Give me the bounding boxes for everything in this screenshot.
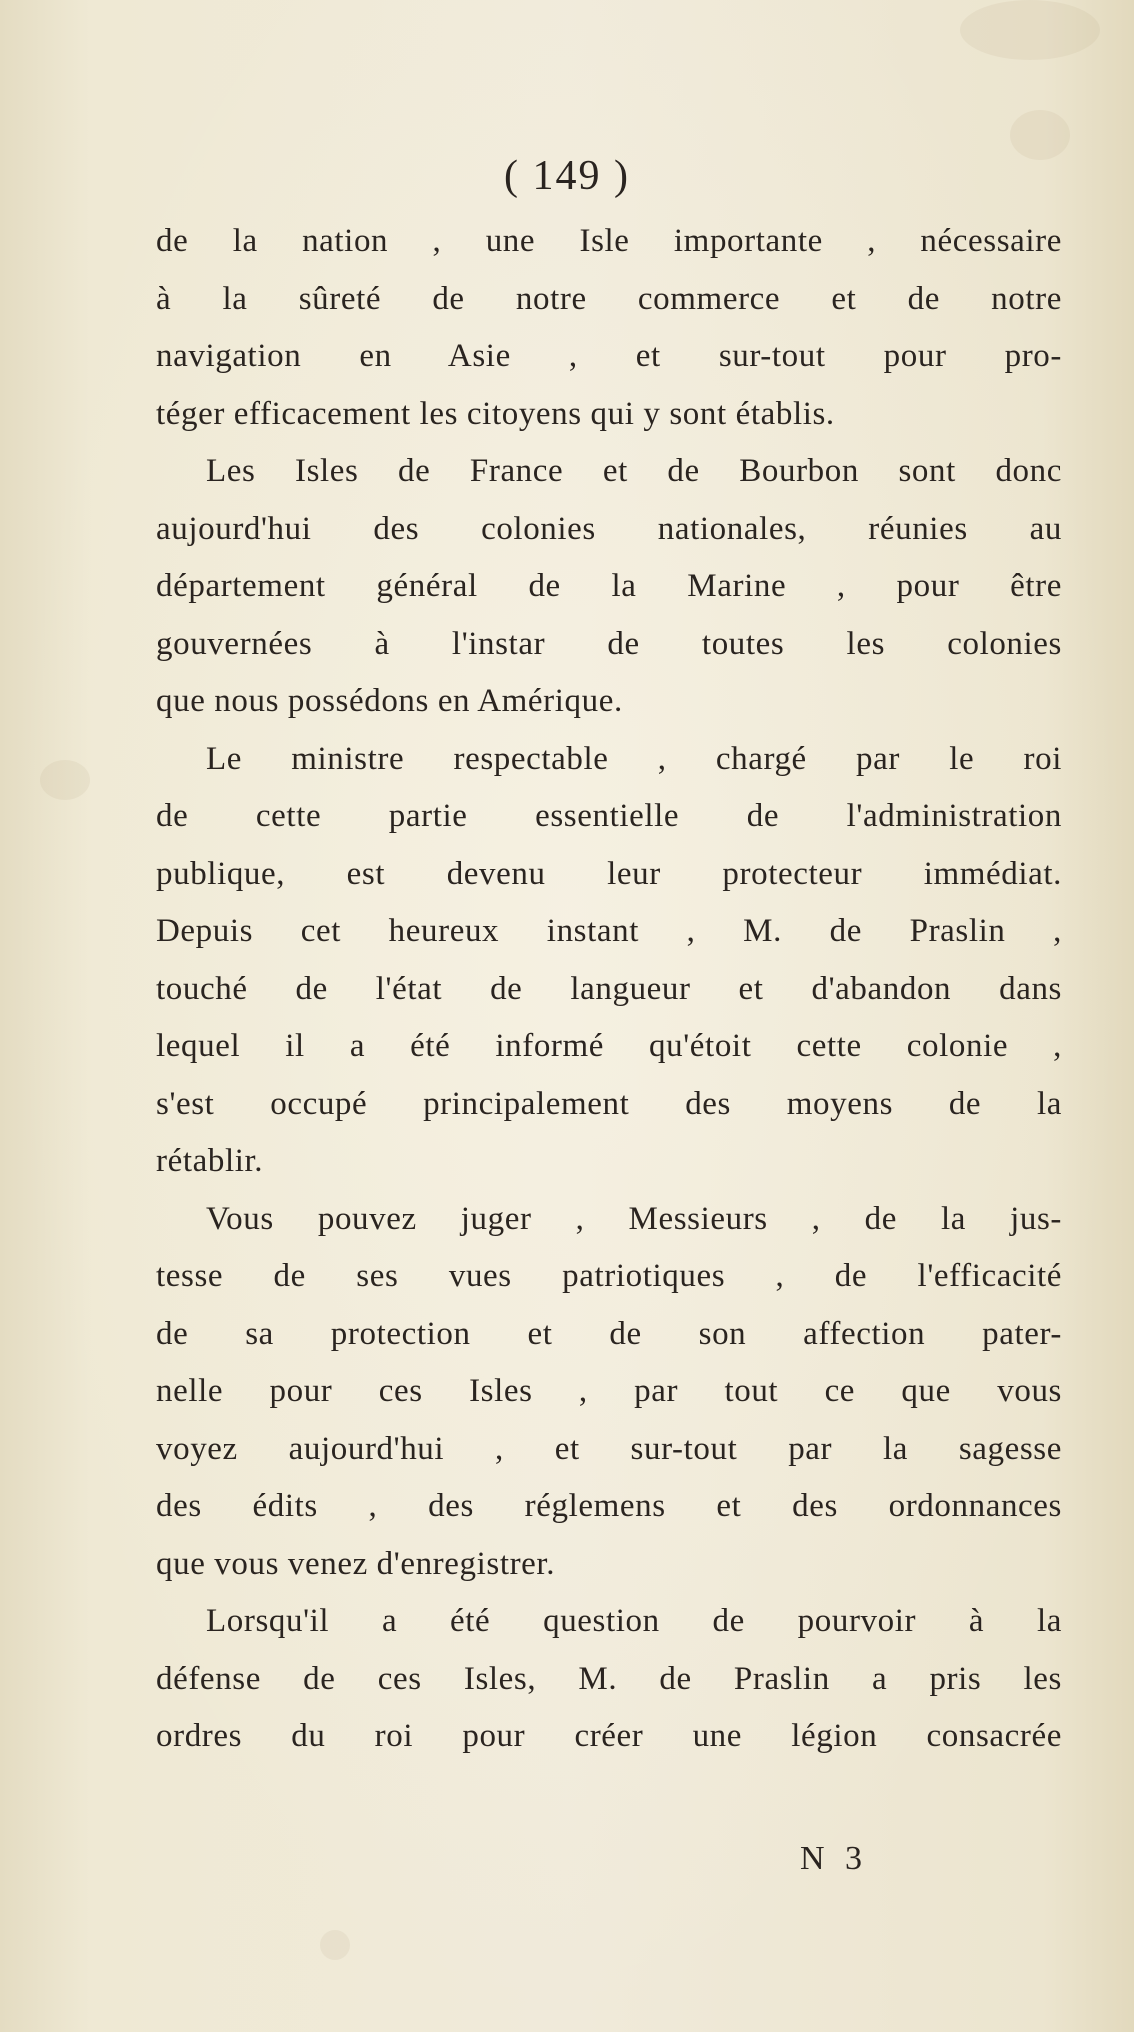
text-line: à la sûreté de notre commerce et de notre xyxy=(156,280,1062,317)
text-line: défense de ces Isles, M. de Praslin a pris les xyxy=(156,1660,1062,1697)
text-line: Vous pouvez juger , Messieurs , de la jus- xyxy=(206,1200,1062,1237)
text-line: Depuis cet heureux instant , M. de Praslin , xyxy=(156,913,1062,949)
paper-stain xyxy=(40,760,90,800)
text-line: Lorsqu'il a été question de pourvoir à la xyxy=(206,1603,1062,1639)
text-line: aujourd'hui des colonies nationales, réunies au xyxy=(156,510,1062,547)
text-line: téger efficacement les citoyens qui y sont établis. xyxy=(156,395,835,432)
text-line: lequel il a été informé qu'étoit cette colonie , xyxy=(156,1028,1062,1064)
text-line: voyez aujourd'hui , et sur-tout par la sagesse xyxy=(156,1430,1062,1467)
text-line: touché de l'état de langueur et d'abandon dans xyxy=(156,970,1062,1007)
text-line: gouvernées à l'instar de toutes les colonies xyxy=(156,625,1062,662)
text-line: ordres du roi pour créer une légion consacrée xyxy=(156,1718,1062,1754)
text-line: s'est occupé principalement des moyens de la xyxy=(156,1085,1062,1122)
text-line: tesse de ses vues patriotiques , de l'efficacité xyxy=(156,1258,1062,1294)
text-line: nelle pour ces Isles , par tout ce que vous xyxy=(156,1373,1062,1409)
text-line: département général de la Marine , pour être xyxy=(156,568,1062,604)
text-line: de sa protection et de son affection pater- xyxy=(156,1315,1062,1352)
page-number: ( 149 ) xyxy=(504,153,630,199)
text-line: des édits , des réglemens et des ordonnances xyxy=(156,1488,1062,1524)
paper-stain xyxy=(320,1930,350,1960)
text-line: de la nation , une Isle importante , nécessaire xyxy=(156,223,1062,259)
printer-signature-mark: N 3 xyxy=(800,1840,869,1877)
text-line: de cette partie essentielle de l'administration xyxy=(156,798,1062,834)
text-line: que vous venez d'enregistrer. xyxy=(156,1545,556,1582)
text-line: rétablir. xyxy=(156,1143,264,1179)
body-text xyxy=(156,213,1062,1766)
text-line: Le ministre respectable , chargé par le roi xyxy=(206,740,1062,777)
text-line: Les Isles de France et de Bourbon sont donc xyxy=(206,453,1062,489)
paper-stain xyxy=(960,0,1100,60)
text-line: publique, est devenu leur protecteur immédiat. xyxy=(156,855,1062,892)
text-line: navigation en Asie , et sur-tout pour pro- xyxy=(156,338,1062,374)
text-line: que nous possédons en Amérique. xyxy=(156,683,623,719)
